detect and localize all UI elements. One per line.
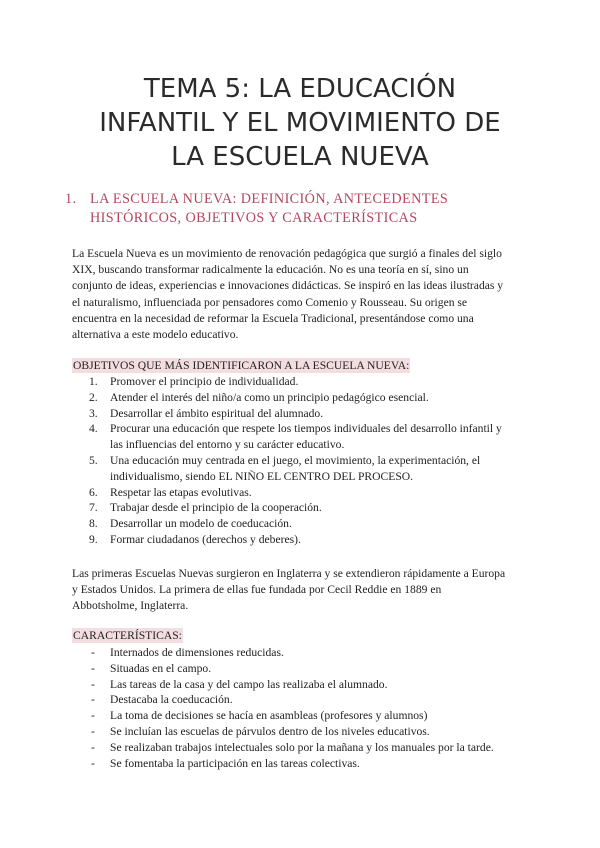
item-number: 6. xyxy=(89,485,98,499)
dash-bullet: - xyxy=(91,709,95,723)
title-line: TEMA 5: LA EDUCACIÓN xyxy=(143,74,457,104)
item-text: Se realizaban trabajos intelectuales solo por la mañana y los manuales por la tarde. xyxy=(110,740,494,754)
objective-item xyxy=(72,485,530,501)
item-text: Las tareas de la casa y del campo las realizaba el alumnado. xyxy=(110,677,388,691)
item-number: 9. xyxy=(89,532,98,546)
characteristic-item xyxy=(72,692,530,708)
paragraph-line: encuentra en la necesidad de reformar la Escuela Tradicional, presentándose como una xyxy=(72,311,474,325)
paragraph-line: el naturalismo, influenciada por pensadores como Comenio y Rousseau. Su origen se xyxy=(72,295,468,309)
dash-bullet: - xyxy=(91,677,95,691)
objectives-heading: OBJETIVOS QUE MÁS IDENTIFICARON A LA ESCUELA NUEVA: xyxy=(73,359,410,372)
item-text: las influencias del entorno y su carácter educativo. xyxy=(110,438,345,452)
characteristic-item xyxy=(72,756,530,772)
item-number: 5. xyxy=(89,453,98,467)
item-text: Destacaba la coeducación. xyxy=(110,693,233,707)
characteristic-item xyxy=(72,724,530,740)
item-text: Situadas en el campo. xyxy=(110,661,212,675)
characteristics-list xyxy=(72,645,530,771)
objective-item xyxy=(72,532,530,548)
objective-item xyxy=(72,500,530,516)
characteristic-item xyxy=(72,645,530,661)
item-text: Internados de dimensiones reducidas. xyxy=(110,646,284,659)
intro-paragraph xyxy=(72,246,530,343)
item-number: 1. xyxy=(89,375,98,388)
characteristic-item xyxy=(72,677,530,693)
item-text: Trabajar desde el principio de la cooperación. xyxy=(110,501,322,515)
objectives-list xyxy=(72,374,530,548)
page-title xyxy=(40,72,560,174)
item-text: Desarrollar un modelo de coeducación. xyxy=(110,517,292,531)
title-line: INFANTIL Y EL MOVIMIENTO DE xyxy=(99,108,501,138)
item-text: Desarrollar el ámbito espiritual del alumnado. xyxy=(110,406,324,420)
dash-bullet: - xyxy=(91,693,95,707)
characteristic-item xyxy=(72,708,530,724)
item-number: 7. xyxy=(89,501,98,515)
characteristic-item xyxy=(72,661,530,677)
paragraph-line: Abbotsholme, Inglaterra. xyxy=(72,599,189,613)
item-text: Atender el interés del niño/a como un principio pedagógico esencial. xyxy=(110,390,429,404)
item-text: individualismo, siendo EL NIÑO EL CENTRO DEL PROCESO. xyxy=(110,469,414,483)
item-text: Una educación muy centrada en el juego, el movimiento, la experimentación, el xyxy=(110,453,481,467)
dash-bullet: - xyxy=(91,740,95,754)
objective-item xyxy=(72,453,530,485)
dash-bullet: - xyxy=(91,724,95,738)
paragraph-line: La Escuela Nueva es un movimiento de renovación pedagógica que surgió a finales del siglo xyxy=(72,247,502,260)
paragraph-line: y Estados Unidos. La primera de ellas fue fundada por Cecil Reddie en 1889 en xyxy=(72,583,442,597)
title-line: LA ESCUELA NUEVA xyxy=(171,142,429,172)
item-number: 2. xyxy=(89,390,98,404)
objective-item xyxy=(72,406,530,422)
item-text: Procurar una educación que respete los tiempos individuales del desarrollo infantil y xyxy=(110,422,502,436)
objective-item xyxy=(72,390,530,406)
section-heading-line: LA ESCUELA NUEVA: DEFINICIÓN, ANTECEDENTES xyxy=(90,191,449,207)
section-number: 1. xyxy=(65,191,77,207)
dash-bullet: - xyxy=(91,661,95,675)
objective-item xyxy=(72,421,530,453)
objective-item xyxy=(72,374,530,390)
paragraph-line: alternativa a este modelo educativo. xyxy=(72,328,239,342)
item-text: Formar ciudadanos (derechos y deberes). xyxy=(110,532,301,546)
item-text: Se incluían las escuelas de párvulos dentro de los niveles educativos. xyxy=(110,724,430,738)
item-text: Se fomentaba la participación en las tareas colectivas. xyxy=(110,756,360,770)
item-number: 3. xyxy=(89,406,98,420)
section-heading-line: HISTÓRICOS, OBJETIVOS Y CARACTERÍSTICAS xyxy=(90,210,418,226)
item-text: La toma de decisiones se hacía en asambleas (profesores y alumnos) xyxy=(110,709,428,723)
characteristic-item xyxy=(72,740,530,756)
paragraph-line: Las primeras Escuelas Nuevas surgieron en Inglaterra y se extendieron rápidamente a Europa xyxy=(72,567,506,580)
dash-bullet: - xyxy=(91,646,95,659)
item-text: Promover el principio de individualidad. xyxy=(110,375,299,388)
paragraph-line: conjunto de ideas, experiencias e innovaciones didácticas. Se inspiró en las ideas ilustradas y xyxy=(72,279,504,293)
paragraph-line: XIX, buscando transformar radicalmente la educación. No es una teoría en sí, sino un xyxy=(72,263,469,277)
dash-bullet: - xyxy=(91,756,95,770)
section-heading xyxy=(65,190,560,228)
item-number: 4. xyxy=(89,422,98,436)
objective-item xyxy=(72,516,530,532)
item-text: Respetar las etapas evolutivas. xyxy=(110,485,252,499)
characteristics-heading: CARACTERÍSTICAS: xyxy=(73,629,182,642)
item-number: 8. xyxy=(89,517,98,531)
history-paragraph xyxy=(72,566,530,615)
